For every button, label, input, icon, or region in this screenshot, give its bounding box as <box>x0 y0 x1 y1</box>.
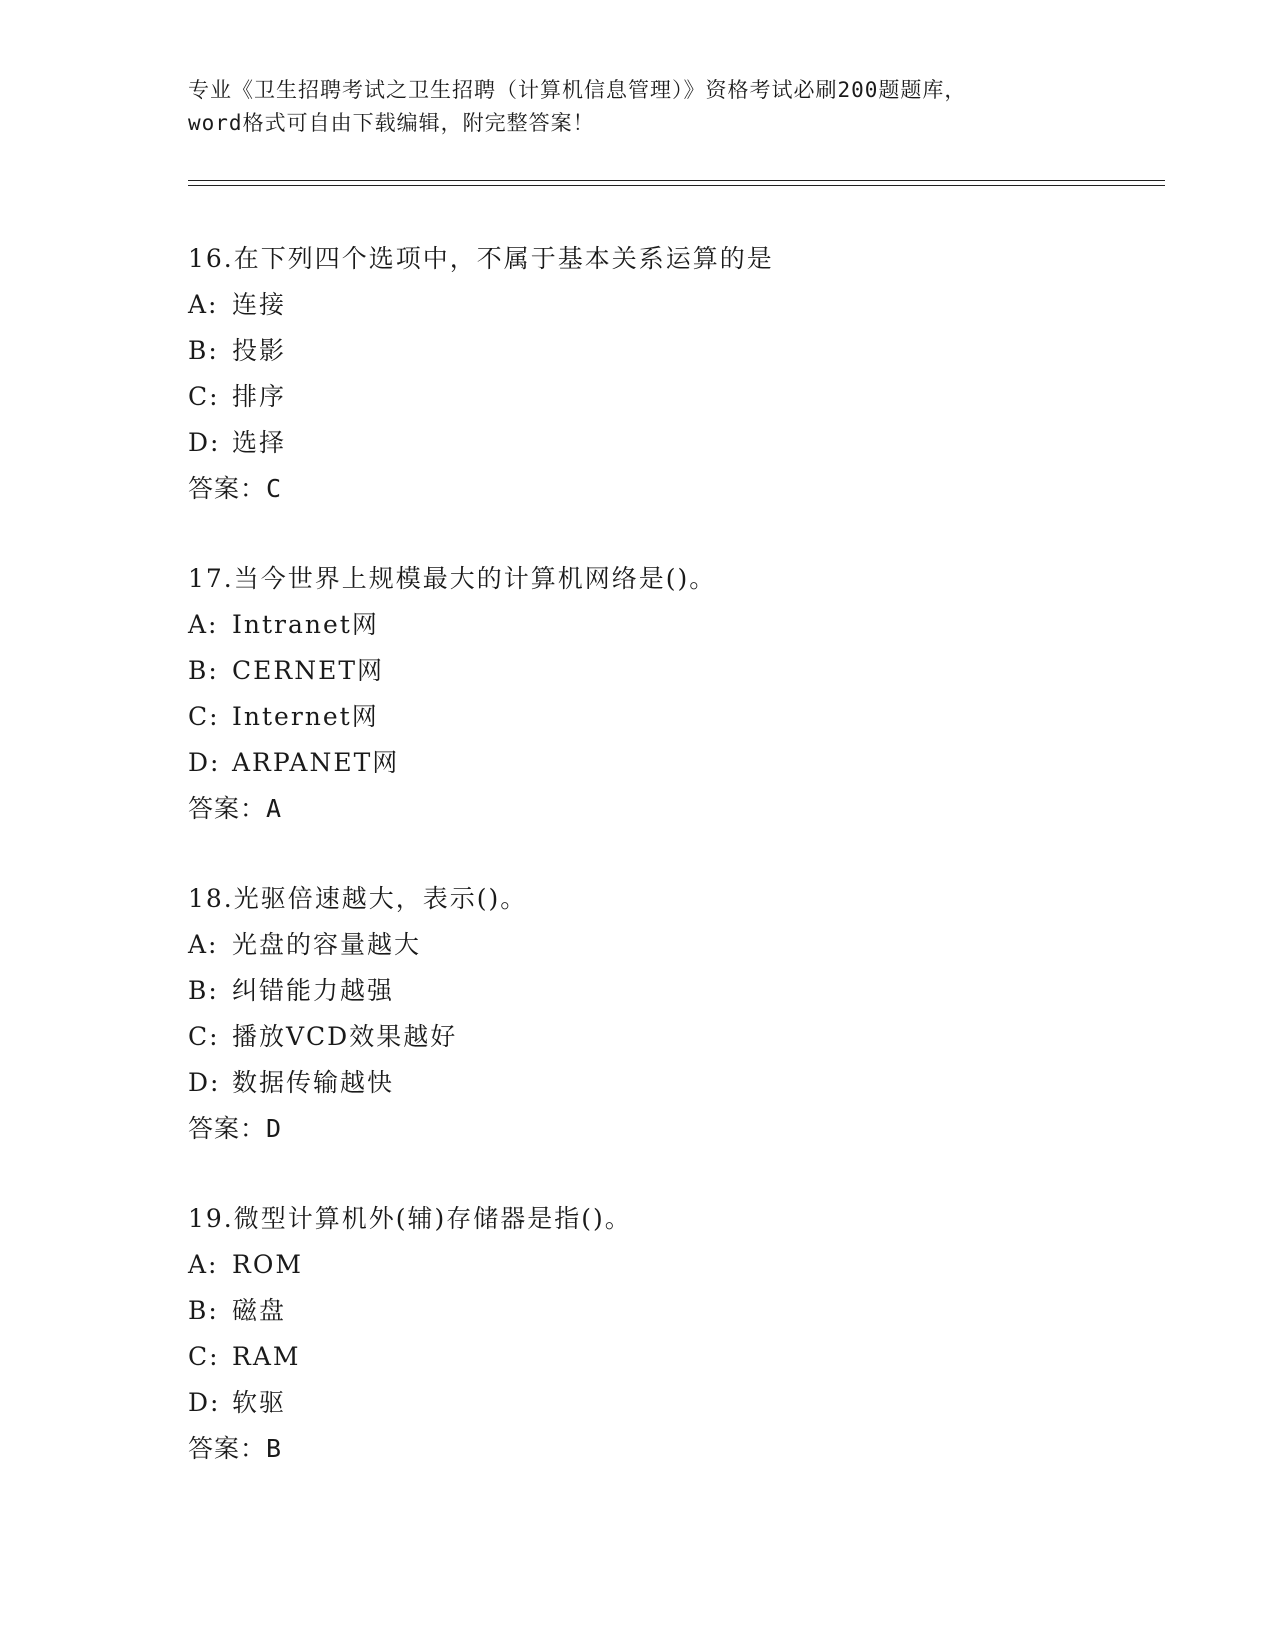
answer-line: 答案：C <box>188 474 283 503</box>
option-text: 选择 <box>232 428 287 457</box>
answer-line: 答案：D <box>188 1114 283 1143</box>
option-c <box>188 374 1168 420</box>
option-text: RAM <box>232 1342 301 1371</box>
option-letter: D: <box>188 1068 221 1097</box>
option-letter: B: <box>188 656 219 685</box>
option-letter: D: <box>188 1388 221 1417</box>
question-text: 微型计算机外(辅)存储器是指()。 <box>233 1204 632 1233</box>
question-19 <box>188 1196 1168 1472</box>
option-a <box>188 602 1168 648</box>
header-divider-bottom <box>188 185 1165 186</box>
option-a <box>188 1242 1168 1288</box>
option-letter: C: <box>188 1342 220 1371</box>
option-text: 纠错能力越强 <box>232 976 395 1005</box>
question-stem <box>188 236 1168 282</box>
option-letter: A: <box>188 290 219 319</box>
option-b <box>188 328 1168 374</box>
header-title-line: 专业《卫生招聘考试之卫生招聘（计算机信息管理）》资格考试必刷200题题库， <box>188 78 967 102</box>
option-text: 投影 <box>232 336 287 365</box>
question-number: 16. <box>188 244 234 273</box>
option-text: 软驱 <box>232 1388 287 1417</box>
option-text: CERNET网 <box>232 656 385 685</box>
answer-line: 答案：B <box>188 1434 283 1463</box>
option-c <box>188 1014 1168 1060</box>
option-text: 磁盘 <box>232 1296 287 1325</box>
option-text: ROM <box>232 1250 303 1279</box>
option-c <box>188 1334 1168 1380</box>
option-a <box>188 922 1168 968</box>
question-17 <box>188 556 1168 832</box>
option-letter: B: <box>188 336 219 365</box>
question-number: 18. <box>188 884 234 913</box>
header-divider-top <box>188 180 1165 181</box>
option-letter: C: <box>188 1022 220 1051</box>
option-text: 排序 <box>232 382 287 411</box>
question-stem <box>188 876 1168 922</box>
option-text: 光盘的容量越大 <box>232 930 422 959</box>
question-text: 光驱倍速越大，表示()。 <box>233 884 528 913</box>
question-text: 当今世界上规模最大的计算机网络是()。 <box>233 564 717 593</box>
option-letter: D: <box>188 748 221 777</box>
option-d <box>188 1380 1168 1426</box>
option-text: Internet网 <box>232 702 379 731</box>
question-number: 19. <box>188 1204 234 1233</box>
option-b <box>188 648 1168 694</box>
question-text: 在下列四个选项中，不属于基本关系运算的是 <box>233 244 774 273</box>
question-18 <box>188 876 1168 1152</box>
option-b <box>188 1288 1168 1334</box>
option-a <box>188 282 1168 328</box>
answer-line: 答案：A <box>188 794 283 823</box>
option-letter: C: <box>188 382 220 411</box>
option-d <box>188 1060 1168 1106</box>
option-letter: A: <box>188 1250 219 1279</box>
option-letter: A: <box>188 930 219 959</box>
question-16 <box>188 236 1168 512</box>
option-text: ARPANET网 <box>232 748 400 777</box>
option-text: Intranet网 <box>232 610 379 639</box>
document-header <box>188 74 1088 140</box>
option-letter: B: <box>188 976 219 1005</box>
option-text: 播放VCD效果越好 <box>232 1022 458 1051</box>
option-d <box>188 740 1168 786</box>
option-letter: D: <box>188 428 221 457</box>
option-letter: A: <box>188 610 219 639</box>
option-text: 连接 <box>232 290 287 319</box>
header-subtitle-line: word格式可自由下载编辑，附完整答案！ <box>188 111 595 135</box>
question-stem <box>188 1196 1168 1242</box>
option-letter: B: <box>188 1296 219 1325</box>
question-number: 17. <box>188 564 234 593</box>
option-text: 数据传输越快 <box>232 1068 395 1097</box>
option-d <box>188 420 1168 466</box>
option-c <box>188 694 1168 740</box>
option-b <box>188 968 1168 1014</box>
option-letter: C: <box>188 702 220 731</box>
question-stem <box>188 556 1168 602</box>
